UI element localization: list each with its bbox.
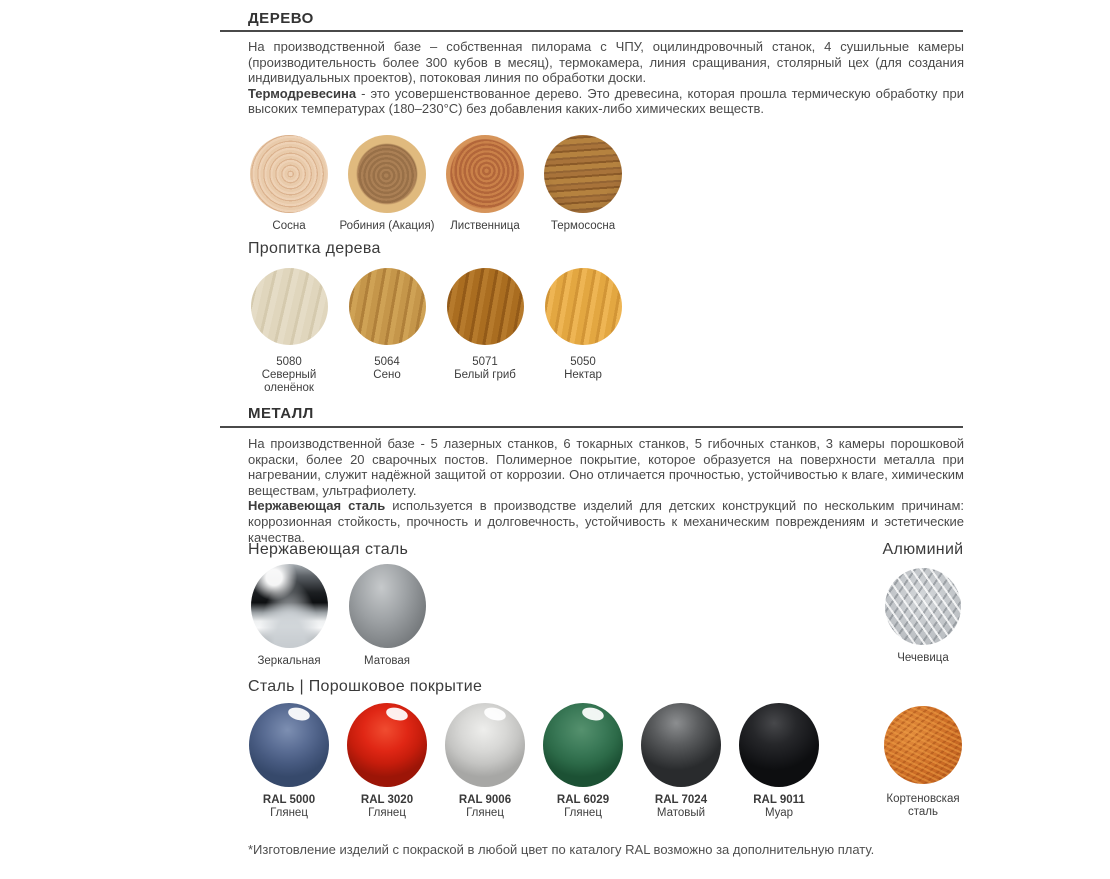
thermo-term: Термодревесина <box>248 85 357 101</box>
powder-swatch-label <box>237 794 341 820</box>
powder-swatch-circle-ral7024 <box>641 703 721 787</box>
powder-code: RAL 9006 <box>458 794 512 806</box>
metal-intro-paragraph: На производственной базе - 5 лазерных станков, 6 токарных станков, 5 гибочных станков, 3 камеры порошковой окраски, более 20 сварочных постов. Полимерное покрытие, которое образуется на поверхности металла при нагревании, служит надёжной защитой от коррозии. Оно отличается прочностью, устойчивостью к влаге, химическим веществам, ультрафиолету. <box>248 436 964 498</box>
powder-finish: Глянец <box>270 807 308 819</box>
stainless-swatch-circle-mirror <box>251 564 328 648</box>
powder-swatch-label <box>727 794 831 820</box>
wood-swatch <box>240 135 338 233</box>
powder-code: RAL 9011 <box>753 794 805 806</box>
stainless-title: Нержавеющая сталь <box>248 541 409 558</box>
powder-swatch-label <box>335 794 439 820</box>
impregnation-label <box>335 356 439 382</box>
impregnation-code: 5064 <box>374 356 400 368</box>
metal-section-title: МЕТАЛЛ <box>248 405 314 422</box>
corten-block <box>873 703 973 819</box>
aluminum-title: Алюминий <box>882 541 964 558</box>
stainless-swatch-circle-matte <box>349 564 426 648</box>
aluminum-swatch-circle-lentil <box>885 568 961 645</box>
wood-swatch <box>436 135 534 233</box>
wood-swatch-circle-robinia <box>348 135 426 213</box>
impregnation-name: Нектар <box>564 369 602 381</box>
impregnation-swatch <box>338 268 436 395</box>
impregnation-row <box>240 268 632 395</box>
impregnation-label <box>531 356 635 382</box>
wood-swatch <box>338 135 436 233</box>
powder-swatch-label <box>629 794 733 820</box>
stainless-swatch <box>240 564 338 668</box>
powder-swatch-label <box>531 794 635 820</box>
impregnation-swatch <box>534 268 632 395</box>
corten-swatch-circle <box>884 706 962 784</box>
aluminum-block <box>873 541 973 665</box>
powder-swatch <box>436 703 534 820</box>
powder-code: RAL 3020 <box>360 794 414 806</box>
powder-title: Сталь | Порошковое покрытие <box>248 678 483 695</box>
powder-swatch <box>534 703 632 820</box>
stainless-swatch <box>338 564 436 668</box>
powder-finish: Матовый <box>656 807 706 819</box>
powder-swatch-label <box>433 794 537 820</box>
wood-section-title: ДЕРЕВО <box>248 10 314 27</box>
powder-row <box>240 703 828 820</box>
wood-intro-paragraph: На производственной базе – собственная пилорама с ЧПУ, оцилиндровочный станок, 4 сушильные камеры (производительность более 300 кубов в месяц), термокамера, линия сращивания, столярный цех (для создания индивидуальных проектов), потоковая линия по обработки доски. <box>248 39 964 86</box>
wood-swatch <box>534 135 632 233</box>
powder-swatch <box>240 703 338 820</box>
impregnation-swatch-circle-5050 <box>545 268 622 345</box>
powder-swatch <box>632 703 730 820</box>
stainless-swatch-label: Матовая <box>364 655 410 667</box>
impregnation-swatch-circle-5080 <box>251 268 328 345</box>
impregnation-swatch-circle-5064 <box>349 268 426 345</box>
powder-finish: Глянец <box>564 807 602 819</box>
wood-species-row <box>240 135 632 233</box>
impregnation-title: Пропитка дерева <box>248 240 381 257</box>
powder-code: RAL 7024 <box>654 794 708 806</box>
stainless-row <box>240 564 436 668</box>
corten-label: Кортеновская сталь <box>886 793 960 818</box>
wood-swatch-label: Лиственница <box>450 220 520 232</box>
wood-thermo-paragraph <box>248 86 964 117</box>
impregnation-code: 5080 <box>276 356 302 368</box>
powder-code: RAL 5000 <box>262 794 316 806</box>
impregnation-swatch-circle-5071 <box>447 268 524 345</box>
thermo-definition: - это усовершенствованное дерево. Это древесина, которая прошла термическую обработку при высоких температурах (180–230°С) без добавления каких-либо химических веществ. <box>248 85 964 117</box>
aluminum-swatch-label: Чечевица <box>897 652 949 664</box>
stainless-paragraph <box>248 498 964 545</box>
footnote: *Изготовление изделий с покраской в любой цвет по каталогу RAL возможно за дополнительную плату. <box>248 842 875 857</box>
impregnation-name: Сено <box>373 369 401 381</box>
powder-swatch <box>730 703 828 820</box>
powder-finish: Глянец <box>368 807 406 819</box>
wood-swatch-label: Сосна <box>272 220 306 232</box>
powder-finish: Глянец <box>466 807 504 819</box>
stainless-swatch-label: Зеркальная <box>257 655 321 667</box>
wood-swatch-circle-thermopine <box>544 135 622 213</box>
wood-swatch-circle-larch <box>446 135 524 213</box>
metal-section-divider <box>220 426 963 428</box>
stainless-definition: используется в производстве изделий для детских конструкций по нескольким причинам: коррозионная стойкость, прочность и долговечность, устойчивость к механическим повреждениям и эстетические качества. <box>248 498 965 545</box>
impregnation-label <box>237 356 341 395</box>
impregnation-code: 5071 <box>472 356 498 368</box>
wood-intro-block <box>248 39 964 117</box>
powder-swatch <box>338 703 436 820</box>
powder-swatch-circle-ral5000 <box>249 703 329 787</box>
powder-finish: Муар <box>764 807 794 819</box>
wood-swatch-label: Робиния (Акация) <box>339 220 435 232</box>
impregnation-code: 5050 <box>570 356 596 368</box>
impregnation-name: Белый гриб <box>454 369 516 381</box>
powder-swatch-circle-ral9006 <box>445 703 525 787</box>
stainless-term: Нержавеющая сталь <box>248 498 386 514</box>
powder-swatch-circle-ral6029 <box>543 703 623 787</box>
powder-code: RAL 6029 <box>556 794 610 806</box>
impregnation-swatch <box>240 268 338 395</box>
impregnation-name: Северный оленёнок <box>261 369 317 394</box>
metal-intro-block <box>248 436 964 545</box>
impregnation-swatch <box>436 268 534 395</box>
wood-section-divider <box>220 30 963 32</box>
wood-swatch-circle-pine <box>250 135 328 213</box>
wood-swatch-label: Термососна <box>550 220 616 232</box>
impregnation-label <box>433 356 537 382</box>
powder-swatch-circle-ral3020 <box>347 703 427 787</box>
powder-swatch-circle-ral9011 <box>739 703 819 787</box>
